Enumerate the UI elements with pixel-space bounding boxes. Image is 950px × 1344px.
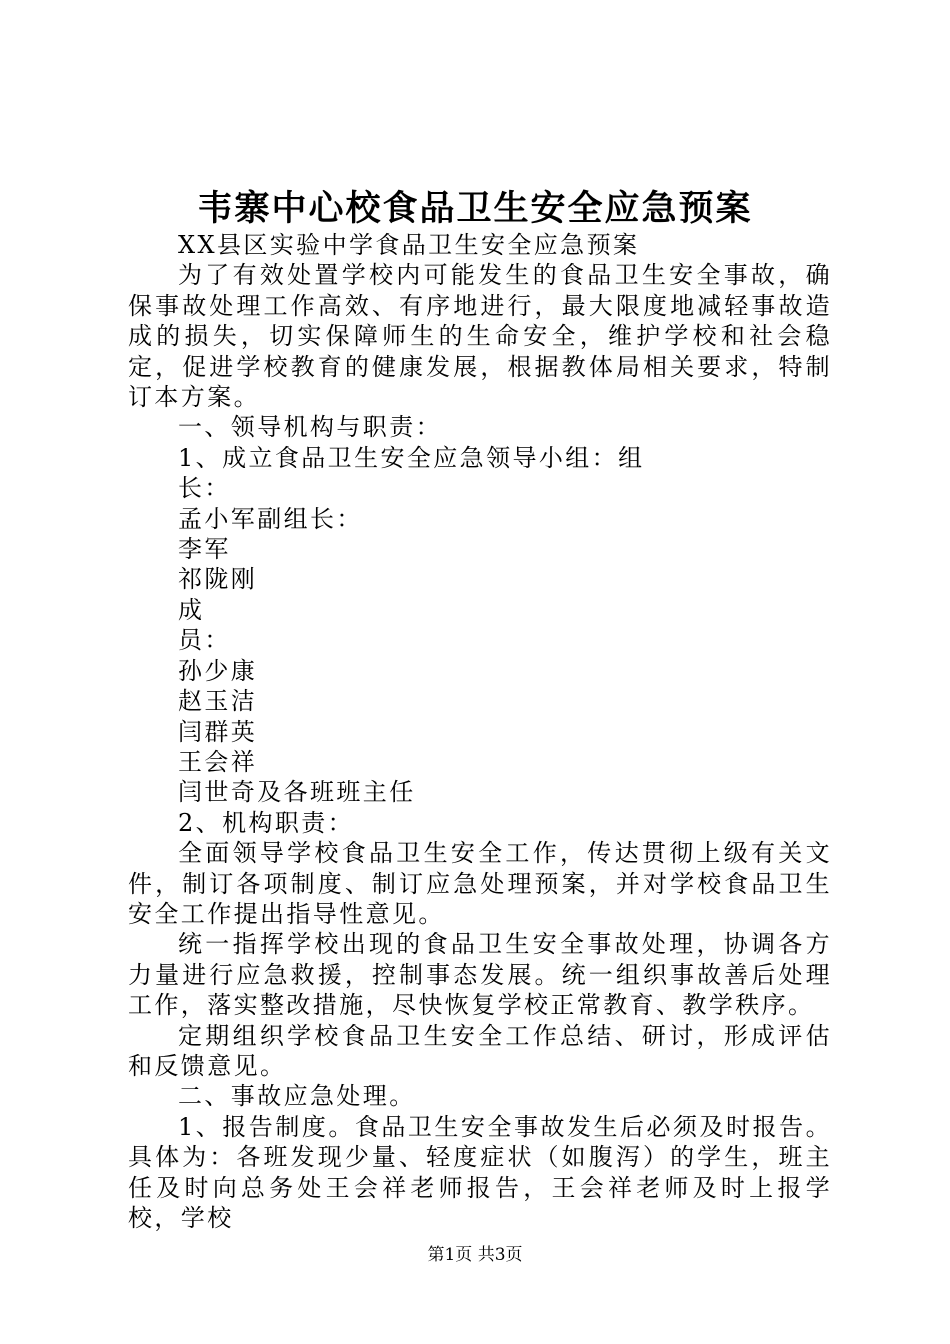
name-line: 孙少康 <box>178 656 258 685</box>
section-heading-1: 一、领导机构与职责： <box>178 413 442 442</box>
name-line: 闫世奇及各班班主任 <box>178 778 416 807</box>
name-line: 员： <box>178 626 231 655</box>
list-item-duties: 2、机构职责： <box>178 808 355 837</box>
list-item-leadership-group: 1、成立食品卫生安全应急领导小组：组 <box>178 443 645 472</box>
name-line: 成 <box>178 595 205 624</box>
name-line: 李军 <box>178 535 231 564</box>
duty-paragraph: 定期组织学校食品卫生安全工作总结、研讨，形成评估和反馈意见。 <box>128 1021 832 1080</box>
intro-paragraph: 为了有效处置学校内可能发生的食品卫生安全事故，确保事故处理工作高效、有序地进行，最大限度地减轻事故造成的损失，切实保障师生的生命安全，维护学校和社会稳定，促进学校教育的健康发展，根据教体局相关要求，特制订本方案。 <box>128 261 832 412</box>
name-line: 赵玉洁 <box>178 687 258 716</box>
name-line: 祁陇刚 <box>178 565 258 594</box>
document-title: 韦寨中心校食品卫生安全应急预案 <box>197 188 753 229</box>
section-heading-2: 二、事故应急处理。 <box>178 1082 416 1111</box>
name-line: 孟小军副组长： <box>178 504 363 533</box>
duty-paragraph: 全面领导学校食品卫生安全工作，传达贯彻上级有关文件，制订各项制度、制订应急处理预案，并对学校食品卫生安全工作提出指导性意见。 <box>128 839 832 928</box>
name-line: 王会祥 <box>178 747 258 776</box>
name-line: 长： <box>178 474 231 503</box>
subtitle-paragraph: XX县区实验中学食品卫生安全应急预案 <box>178 231 640 259</box>
name-line: 闫群英 <box>178 717 258 746</box>
report-paragraph: 1、报告制度。食品卫生安全事故发生后必须及时报告。具体为：各班发现少量、轻度症状（如腹泻）的学生，班主任及时向总务处王会祥老师报告，王会祥老师及时上报学校，学校 <box>128 1112 832 1232</box>
page-footer: 第1页 共3页 <box>427 1245 523 1265</box>
document-body <box>128 230 832 1233</box>
duty-paragraph: 统一指挥学校出现的食品卫生安全事故处理，协调各方力量进行应急救援，控制事态发展。统一组织事故善后处理工作，落实整改措施，尽快恢复学校正常教育、教学秩序。 <box>128 930 832 1020</box>
